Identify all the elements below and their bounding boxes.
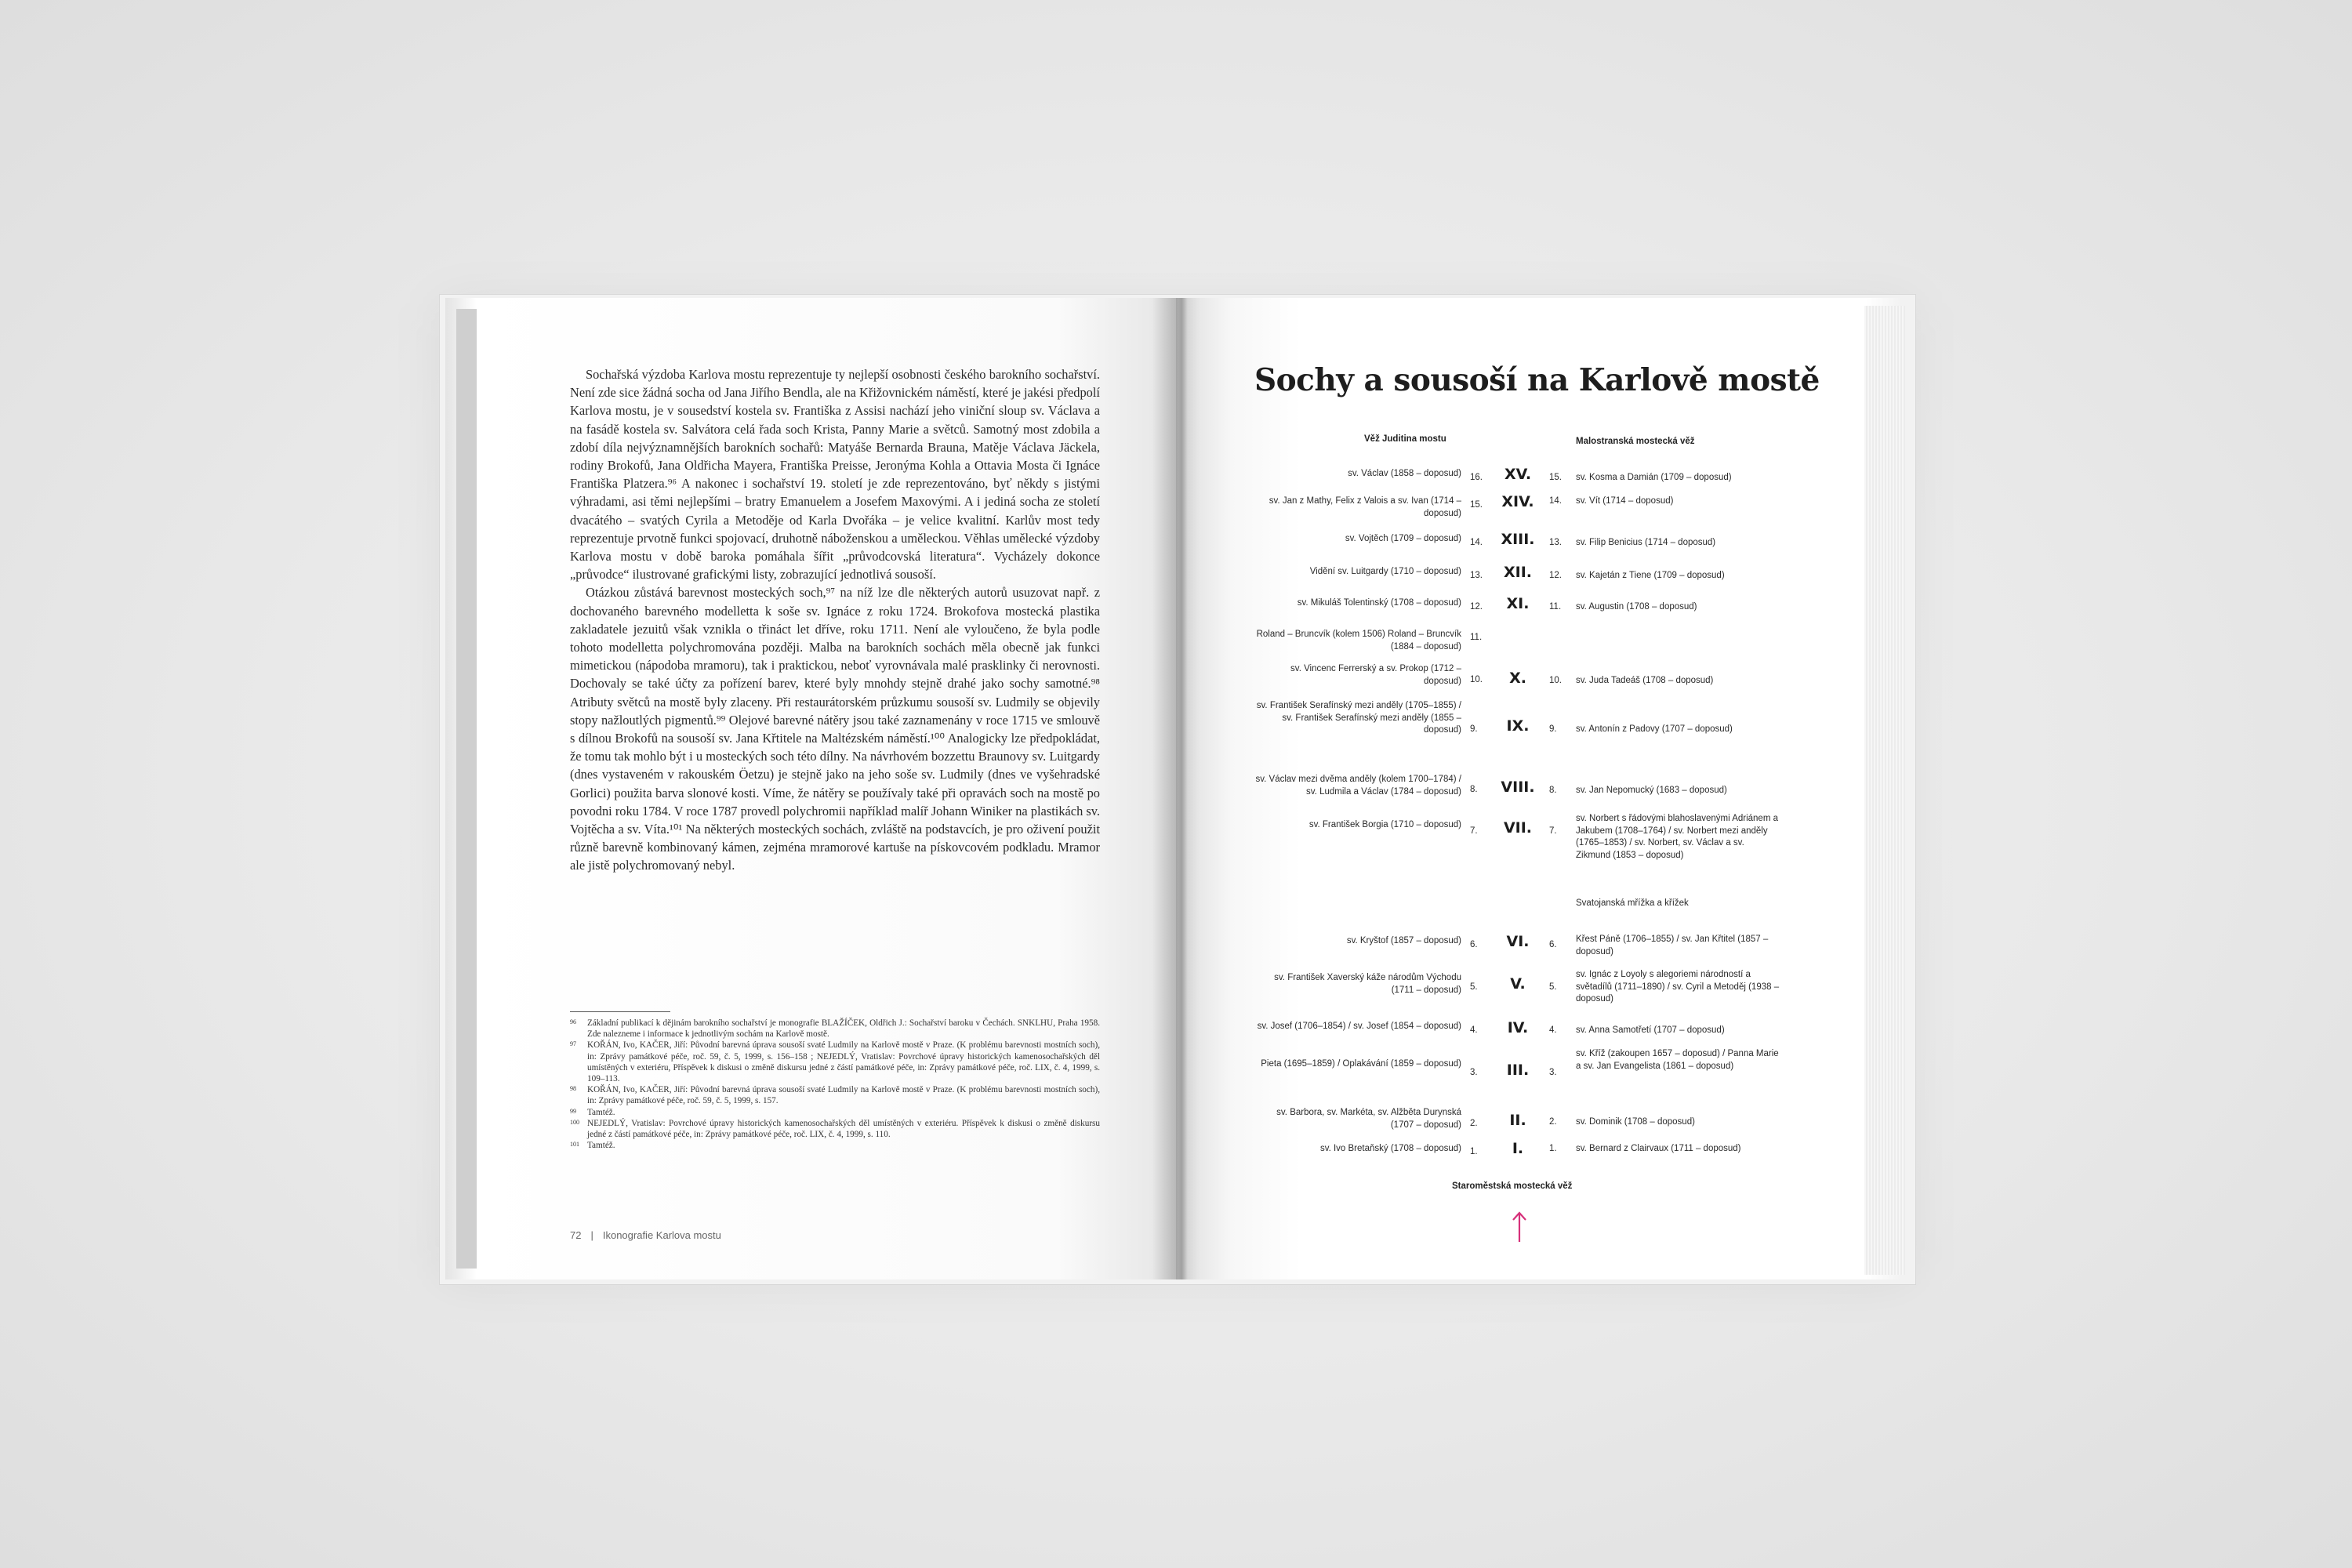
footnote-text: Tamtéž. (587, 1107, 615, 1117)
right-number: 5. (1549, 982, 1557, 992)
right-statue: sv. Filip Benicius (1714 – doposud) (1576, 538, 1716, 547)
left-statue: sv. František Xaverský káže národům Východu (1711 – doposud) (1274, 973, 1461, 995)
footnote (570, 1084, 1100, 1106)
left-number: 3. (1470, 1068, 1478, 1077)
footnote-number: 98 (570, 1085, 576, 1093)
footnote-number: 97 (570, 1040, 576, 1048)
book-gutter (1152, 298, 1200, 1279)
left-statue: sv. František Serafínský mezi anděly (1705–1855) / sv. František Serafínský mezi anděly (1855 – doposud) (1256, 701, 1461, 735)
right-statue: sv. Antonín z Padovy (1707 – doposud) (1576, 724, 1733, 734)
right-statue: sv. Bernard z Clairvaux (1711 – doposud) (1576, 1144, 1741, 1153)
arrow-up-icon (1510, 1210, 1529, 1247)
body-text (570, 365, 1100, 875)
left-number: 10. (1470, 675, 1483, 684)
left-page-edge (456, 309, 477, 1269)
left-number: 9. (1470, 724, 1478, 734)
pier-roman-numeral: X. (1509, 670, 1526, 687)
footnote-number: 101 (570, 1141, 579, 1149)
pier-roman-numeral: VIII. (1501, 779, 1535, 796)
left-number: 7. (1470, 826, 1478, 836)
left-statue: Roland – Bruncvík (kolem 1506) Roland – Bruncvík (1884 – doposud) (1256, 630, 1461, 652)
folio (570, 1229, 721, 1241)
paragraph: Sochařská výzdoba Karlova mostu reprezentuje ty nejlepší osobnosti českého barokního sochařství. Není zde sice žádná socha od Jana Jiřího Bendla, ale na Křižovnickém náměstí, které je jakési předpolí Karlova mostu, je v sousedství kostela sv. Františka z Assisi nachází jeho viniční sloup sv. Václava a na fasádě kostela sv. Salvátora celá řada soch Krista, Panny Marie a světců. Samotný most zdobila a zdobí díla nejvýznamnějších barokních sochařů: Matyáše Bernarda Brauna, Matěje Václava Jäckela, rodiny Brokofů, Jana Oldřicha Mayera, Františka Preisse, Jeronýma Kohla a Ottavia Mosta či Ignáce Františka Platzera.⁹⁶ A nakonec i sochařství 19. století je zde reprezentováno, byť někdy s jistými výhradami, asi těmi nejlepšími – bratry Emanuelem a Josefem Maxovými. A i jediná socha ze století dvacátého – svatých Cyrila a Metoděje od Karla Dvořáka – je velice kvalitní. Karlův most tedy reprezentuje prvotně funkci spojovací, druhotně náboženskou a uměleckou. Věhlas umělecké výzdoby Karlova mostu v době baroka pomáhala šířit „průvodcovská literatura“. Vycházely dokonce „průvodce“ ilustrované grafickými listy, zobrazující jednotlivá sousoší. (570, 367, 1100, 583)
right-column-head: Malostranská mostecká věž (1576, 437, 1695, 446)
right-statue: sv. Dominik (1708 – doposud) (1576, 1117, 1695, 1127)
left-statue: Pieta (1695–1859) / Oplakávání (1859 – doposud) (1261, 1059, 1461, 1069)
left-statue: sv. Václav mezi dvěma anděly (kolem 1700–1784) / sv. Ludmila a Václav (1784 – doposud) (1255, 775, 1461, 797)
right-statue: Křest Páně (1706–1855) / sv. Jan Křtitel (1857 – doposud) (1576, 935, 1769, 956)
left-number: 13. (1470, 571, 1483, 580)
left-number: 14. (1470, 538, 1483, 547)
left-number: 16. (1470, 473, 1483, 482)
left-statue: sv. František Borgia (1710 – doposud) (1308, 820, 1461, 829)
right-number: 6. (1549, 940, 1557, 949)
right-number: 10. (1549, 676, 1562, 685)
right-number: 3. (1549, 1068, 1557, 1077)
right-statue: sv. Kajetán z Tiene (1709 – doposud) (1576, 571, 1725, 580)
right-statue: sv. Kosma a Damián (1709 – doposud) (1576, 473, 1732, 482)
left-statue: sv. Mikuláš Tolentinský (1708 – doposud) (1297, 598, 1461, 608)
footnote-text: Základní publikací k dějinám barokního sochařství je monografie BLAŽÍČEK, Oldřich J.: Sochařství baroku v Čechách. SNKLHU, Praha 1958. Zde nalezneme i informace k jednotlivým sochám na Karlově mostě. (587, 1018, 1100, 1040)
folio-separator: | (590, 1229, 593, 1241)
left-number: 6. (1470, 940, 1478, 949)
left-number: 12. (1470, 602, 1483, 612)
pier-roman-numeral: VI. (1506, 933, 1530, 950)
pier-roman-numeral: III. (1506, 1062, 1530, 1079)
left-statue: sv. Václav (1858 – doposud) (1348, 469, 1461, 478)
pier-roman-numeral: I. (1512, 1140, 1524, 1157)
pier-roman-numeral: V. (1510, 975, 1526, 993)
pier-roman-numeral: XI. (1506, 595, 1530, 612)
sub-note: Svatojanská mřížka a křížek (1576, 898, 1689, 908)
footnote-text: KOŘÁN, Ivo, KAČER, Jiří: Původní barevná úprava sousoší svaté Ludmily na Karlově mostě v Praze. (K problému barevnosti mostních soch), in: Zprávy památkové péče, roč. 59, č. 5, 1999, s. 156–158 ; NEJEDLÝ, Vratislav: Povrchové úpravy historických kamenosochařských děl umístěných v exteriéru, Příspěvek k diskusi o změně diskursu jedné z částí památkové péče, in: Zprávy památkové péče, roč. LIX, č. 4, 1999, s. 109–113. (587, 1040, 1100, 1084)
footnotes (570, 1018, 1100, 1151)
footnote (570, 1018, 1100, 1040)
running-title: Ikonografie Karlova mostu (602, 1229, 721, 1241)
pier-roman-numeral: XIII. (1501, 531, 1535, 548)
left-number: 4. (1470, 1025, 1478, 1035)
right-statue: sv. Augustin (1708 – doposud) (1576, 602, 1697, 612)
pier-roman-numeral: VII. (1503, 819, 1533, 837)
footnote-number: 99 (570, 1107, 576, 1115)
left-statue: sv. Ivo Bretaňský (1708 – doposud) (1319, 1144, 1461, 1153)
left-statue: sv. Kryštof (1857 – doposud) (1346, 936, 1461, 946)
page-number: 72 (570, 1229, 582, 1241)
footnote (570, 1118, 1100, 1140)
right-number: 9. (1549, 724, 1557, 734)
right-statue: sv. Juda Tadeáš (1708 – doposud) (1576, 676, 1714, 685)
left-number: 11. (1470, 633, 1483, 642)
left-statue: sv. Barbora, sv. Markéta, sv. Alžběta Durynská (1707 – doposud) (1276, 1108, 1461, 1130)
right-statue: sv. Kříž (zakoupen 1657 – doposud) / Panna Marie a sv. Jan Evangelista (1861 – doposud) (1576, 1049, 1779, 1071)
pier-roman-numeral: IX. (1506, 717, 1530, 735)
left-number: 1. (1470, 1147, 1478, 1156)
footnote-number: 100 (570, 1118, 579, 1126)
left-statue: sv. Vincenc Ferrerský a sv. Prokop (1712 – doposud) (1290, 664, 1461, 686)
footnote (570, 1107, 1100, 1118)
pier-roman-numeral: XII. (1503, 564, 1532, 581)
footnote-text: KOŘÁN, Ivo, KAČER, Jiří: Původní barevná úprava sousoší svaté Ludmily na Karlově mostě v Praze. (K problému barevnosti mostních soch), in: Zprávy památkové péče, roč. 59, č. 5, 1999, s. 157. (587, 1085, 1100, 1106)
right-number: 13. (1549, 538, 1562, 547)
right-number: 7. (1549, 826, 1557, 836)
left-number: 8. (1470, 785, 1478, 794)
right-statue: sv. Anna Samotřetí (1707 – doposud) (1576, 1025, 1725, 1035)
left-statue: sv. Jan z Mathy, Felix z Valois a sv. Ivan (1714 – doposud) (1269, 496, 1461, 518)
left-column-head: Věž Juditina mostu (1364, 434, 1446, 444)
left-statue: Vidění sv. Luitgardy (1710 – doposud) (1309, 567, 1461, 576)
right-statue: sv. Jan Nepomucký (1683 – doposud) (1576, 786, 1727, 795)
left-number: 2. (1470, 1119, 1478, 1128)
right-number: 12. (1549, 571, 1562, 580)
right-number: 8. (1549, 786, 1557, 795)
right-number: 11. (1549, 602, 1562, 612)
right-statue: sv. Ignác z Loyoly s alegoriemi národností a světadílů (1711–1890) / sv. Cyril a Metoděj (1938 – doposud) (1576, 970, 1780, 1004)
right-number: 14. (1549, 496, 1562, 506)
footnote-rule (570, 1011, 670, 1012)
footnote-text: NEJEDLÝ, Vratislav: Povrchové úpravy historických kamenosochařských děl umístěných v exteriéru. Příspěvek k diskusi o změně diskursu jedné z částí památkové péče, in: Zprávy památkové péče, roč. LIX, č. 4, 1999, s. 110. (587, 1118, 1100, 1140)
page-edges (1864, 306, 1905, 1275)
bottom-column-head: Staroměstská mostecká věž (1452, 1181, 1573, 1191)
right-number: 2. (1549, 1117, 1557, 1127)
footnote-text: Tamtéž. (587, 1141, 615, 1151)
page-title: Sochy a sousoší na Karlově mostě (1254, 362, 1820, 398)
left-number: 15. (1470, 500, 1483, 510)
footnote (570, 1040, 1100, 1084)
pier-roman-numeral: IV. (1507, 1019, 1529, 1036)
pier-roman-numeral: XV. (1504, 466, 1532, 483)
right-statue: sv. Vít (1714 – doposud) (1576, 496, 1674, 506)
footnote-number: 96 (570, 1018, 576, 1025)
right-number: 4. (1549, 1025, 1557, 1035)
right-statue: sv. Norbert s řádovými blahoslavenými Adriánem a Jakubem (1708–1764) / sv. Norbert mezi anděly (1765–1853) / sv. Norbert, sv. Václav a sv. Zikmund (1853 – doposud) (1576, 814, 1779, 860)
left-statue: sv. Josef (1706–1854) / sv. Josef (1854 – doposud) (1257, 1022, 1461, 1031)
left-number: 5. (1470, 982, 1478, 992)
paragraph: Otázkou zůstává barevnost mosteckých soch,⁹⁷ na níž lze dle některých autorů usuzovat např. z dochovaného barevného modelletta k soše sv. Ignáce z roku 1724. Brokofova mostecká plastika zakladatele jezuitů však vznikla o třináct let dříve, roku 1711. Není ale vyloučeno, že byla podle tohoto modelletta polychromována později. Malba na barokních sochách měla obecně jak funkci mimetickou (nápodoba mramoru), tak i praktickou, neboť vyrovnávala malé prasklinky či nerovnosti. Dochovaly se také účty za pořízení barev, které byly mnohdy stejně drahé jako sochy samotné.⁹⁸ Atributy světců na mostě byly zlaceny. Při restaurátorském průzkumu sousoší sv. Ludmily se objevily stopy nažloutlých pigmentů.⁹⁹ Olejové barevné nátěry jsou také zaznamenány v roce 1715 ve smlouvě s dílnou Brokofů na sousoší sv. Jana Křtitele na Maltézském náměstí.¹⁰⁰ Analogicky lze předpokládat, že tomu tak mohlo být i u mosteckých soch této dílny. Na návrhovém bozzettu Braunovy sv. Luitgardy (dnes vystaveném v rakouském Öetzu) je stejně jako na jeho soše sv. Ludmily (dnes ve vyšehradské Gorlici) použita barva slonové kosti. Víme, že nátěry se používaly také při opravách soch na mostě po povodni roku 1784. V roce 1787 provedl polychromii například malíř Johann Winiker na plastikách sv. Vojtěcha a sv. Víta.¹⁰¹ Na některých mosteckých sochách, zvláště na podstavcích, je pro oživení použit různě barevně kombinovaný kámen, zejména mramorové kartuše na pískovcovém podkladu. Mramor ale jistě polychromovaný nebyl. (570, 585, 1100, 873)
right-number: 15. (1549, 473, 1562, 482)
right-number: 1. (1549, 1144, 1557, 1153)
pier-roman-numeral: XIV. (1501, 493, 1534, 510)
footnote (570, 1140, 1100, 1151)
left-statue: sv. Vojtěch (1709 – doposud) (1345, 534, 1461, 543)
pier-roman-numeral: II. (1509, 1112, 1526, 1129)
